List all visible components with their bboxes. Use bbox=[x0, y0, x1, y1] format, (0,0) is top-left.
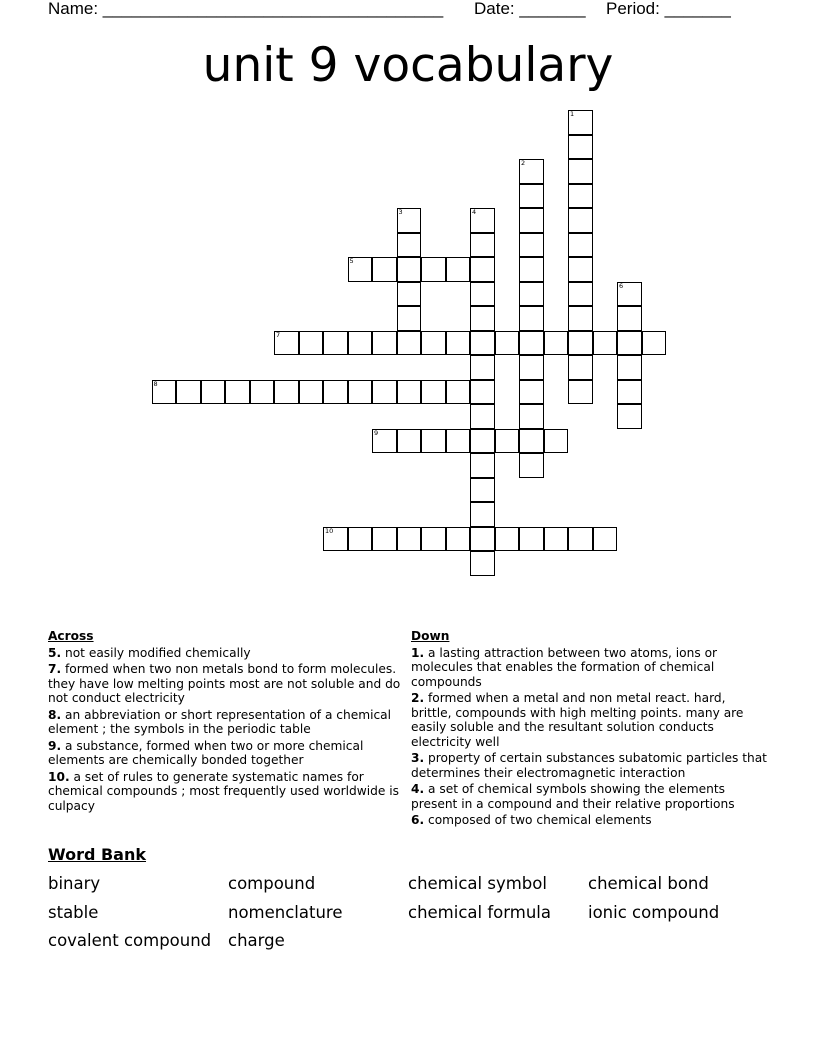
crossword-cell[interactable] bbox=[397, 208, 422, 233]
clue-number: 4 bbox=[472, 208, 477, 216]
across-clue: 9. a substance, formed when two or more chemical elements are chemically bonded together bbox=[48, 738, 364, 767]
word-bank-item: chemical symbol bbox=[408, 874, 547, 893]
crossword-cell[interactable] bbox=[250, 380, 275, 405]
clue-number: 7 bbox=[276, 330, 281, 339]
crossword-cell[interactable] bbox=[446, 527, 471, 552]
crossword-cell[interactable] bbox=[446, 331, 471, 356]
word-bank-item: chemical bond bbox=[588, 874, 709, 893]
crossword-cell[interactable] bbox=[568, 282, 593, 307]
word-bank-item: ionic compound bbox=[588, 903, 720, 922]
crossword-cell[interactable] bbox=[593, 527, 618, 552]
crossword-cell[interactable] bbox=[397, 233, 422, 258]
crossword-cell[interactable] bbox=[152, 380, 177, 405]
crossword-cell[interactable] bbox=[421, 527, 446, 552]
across-clue: 8. an abbreviation or short representation of a chemical element ; the symbols in the periodic table bbox=[48, 707, 392, 736]
crossword-cell[interactable] bbox=[372, 429, 397, 454]
crossword-cell[interactable] bbox=[519, 233, 544, 258]
date-field-label: Date: _______ bbox=[474, 0, 586, 18]
crossword-cell[interactable] bbox=[642, 331, 667, 356]
crossword-cell[interactable] bbox=[495, 527, 520, 552]
crossword-cell[interactable] bbox=[519, 527, 544, 552]
crossword-cell[interactable] bbox=[372, 380, 397, 405]
down-clue: 1. a lasting attraction between two atoms, ions or molecules that enables the formation of chemical compounds bbox=[411, 645, 718, 689]
page-title: unit 9 vocabulary bbox=[202, 38, 614, 93]
crossword-cell[interactable] bbox=[323, 331, 348, 356]
crossword-cell[interactable] bbox=[470, 208, 495, 233]
down-clue: 3. property of certain substances subatomic particles that determines their electromagnetic interaction bbox=[411, 751, 767, 780]
crossword-cell[interactable] bbox=[544, 429, 569, 454]
crossword-cell[interactable] bbox=[617, 331, 642, 356]
crossword-cell[interactable] bbox=[470, 527, 495, 552]
crossword-cell[interactable] bbox=[176, 380, 201, 405]
crossword-cell[interactable] bbox=[397, 257, 422, 282]
crossword-cell[interactable] bbox=[397, 331, 422, 356]
crossword-cell[interactable] bbox=[617, 355, 642, 380]
crossword-cell[interactable] bbox=[470, 380, 495, 405]
crossword-cell[interactable] bbox=[617, 282, 642, 307]
crossword-cell[interactable] bbox=[568, 110, 593, 135]
crossword-cell[interactable] bbox=[593, 331, 618, 356]
crossword-cell[interactable] bbox=[568, 159, 593, 184]
clue-number: 8 bbox=[153, 379, 158, 388]
crossword-cell[interactable] bbox=[568, 135, 593, 160]
crossword-cell[interactable] bbox=[617, 404, 642, 429]
word-bank-item: nomenclature bbox=[228, 903, 343, 922]
down-clues bbox=[411, 629, 767, 830]
across-clues bbox=[48, 629, 404, 815]
crossword-cell[interactable] bbox=[470, 257, 495, 282]
crossword-cell[interactable] bbox=[568, 527, 593, 552]
crossword-cell[interactable] bbox=[470, 282, 495, 307]
crossword-cell[interactable] bbox=[495, 331, 520, 356]
clue-number: 3 bbox=[398, 208, 403, 216]
crossword-cell[interactable] bbox=[348, 257, 373, 282]
crossword-cell[interactable] bbox=[519, 257, 544, 282]
crossword-cell[interactable] bbox=[470, 404, 495, 429]
crossword-cell[interactable] bbox=[470, 233, 495, 258]
word-bank-item: compound bbox=[228, 874, 316, 893]
crossword-cell[interactable] bbox=[568, 257, 593, 282]
word-bank-title: Word Bank bbox=[48, 845, 147, 864]
crossword-cell[interactable] bbox=[470, 551, 495, 576]
crossword-cell[interactable] bbox=[544, 527, 569, 552]
crossword-cell[interactable] bbox=[568, 380, 593, 405]
across-heading: Across bbox=[48, 629, 94, 643]
crossword-cell[interactable] bbox=[421, 257, 446, 282]
clue-number: 10 bbox=[325, 526, 334, 535]
crossword-cell[interactable] bbox=[568, 233, 593, 258]
crossword-cell[interactable] bbox=[446, 380, 471, 405]
clue-number: 9 bbox=[374, 428, 379, 437]
word-bank-item: stable bbox=[48, 903, 99, 922]
word-bank-item: chemical formula bbox=[408, 903, 551, 922]
crossword-cell[interactable] bbox=[225, 380, 250, 405]
crossword-cell[interactable] bbox=[470, 478, 495, 503]
crossword-cell[interactable] bbox=[519, 429, 544, 454]
crossword-cell[interactable] bbox=[299, 380, 324, 405]
down-clue: 2. formed when a metal and non metal react. hard, brittle, compounds with high melting points. many are easily soluble and the resultant solution conducts electricity well bbox=[411, 691, 744, 749]
crossword-cell[interactable] bbox=[274, 380, 299, 405]
word-bank-item: binary bbox=[48, 874, 101, 893]
word-bank-item: covalent compound bbox=[48, 931, 212, 950]
crossword-cell[interactable] bbox=[421, 331, 446, 356]
crossword-cell[interactable] bbox=[470, 429, 495, 454]
crossword-cell[interactable] bbox=[568, 306, 593, 331]
crossword-cell[interactable] bbox=[323, 527, 348, 552]
crossword-cell[interactable] bbox=[470, 306, 495, 331]
crossword-cell[interactable] bbox=[397, 380, 422, 405]
down-heading: Down bbox=[411, 629, 450, 643]
crossword-cell[interactable] bbox=[519, 306, 544, 331]
crossword-cell[interactable] bbox=[397, 527, 422, 552]
crossword-cell[interactable] bbox=[519, 404, 544, 429]
crossword-cell[interactable] bbox=[617, 306, 642, 331]
crossword-cell[interactable] bbox=[397, 306, 422, 331]
crossword-cell[interactable] bbox=[421, 429, 446, 454]
crossword-cell[interactable] bbox=[470, 355, 495, 380]
crossword-cell[interactable] bbox=[568, 355, 593, 380]
crossword-cell[interactable] bbox=[348, 331, 373, 356]
crossword-cell[interactable] bbox=[495, 429, 520, 454]
crossword-cell[interactable] bbox=[544, 331, 569, 356]
crossword-cell[interactable] bbox=[421, 380, 446, 405]
crossword-cell[interactable] bbox=[372, 331, 397, 356]
word-bank-item: charge bbox=[228, 931, 285, 950]
across-clue: 5. not easily modified chemically bbox=[48, 645, 251, 660]
crossword-cell[interactable] bbox=[470, 502, 495, 527]
down-clue: 6. composed of two chemical elements bbox=[411, 813, 652, 827]
clue-number: 5 bbox=[349, 257, 354, 265]
crossword-cell[interactable] bbox=[568, 184, 593, 209]
crossword-cell[interactable] bbox=[519, 380, 544, 405]
crossword-cell[interactable] bbox=[519, 282, 544, 307]
crossword-cell[interactable] bbox=[397, 282, 422, 307]
crossword-cell[interactable] bbox=[519, 331, 544, 356]
crossword-cell[interactable] bbox=[372, 257, 397, 282]
crossword-cell[interactable] bbox=[519, 184, 544, 209]
crossword-cell[interactable] bbox=[299, 331, 324, 356]
crossword-cell[interactable] bbox=[617, 380, 642, 405]
across-clue: 7. formed when two non metals bond to form molecules. they have low melting points most are not soluble and do not conduct electricity bbox=[48, 662, 401, 705]
crossword-cell[interactable] bbox=[519, 208, 544, 233]
crossword-cell[interactable] bbox=[519, 355, 544, 380]
period-field-label: Period: _______ bbox=[606, 0, 731, 18]
crossword-cell[interactable] bbox=[470, 453, 495, 478]
name-field-label: Name: ____________________________________ bbox=[48, 0, 444, 18]
clue-number: 1 bbox=[570, 110, 575, 118]
crossword-cell[interactable] bbox=[446, 429, 471, 454]
crossword-cell[interactable] bbox=[568, 331, 593, 356]
crossword-cell[interactable] bbox=[519, 453, 544, 478]
across-clue: 10. a set of rules to generate systematic names for chemical compounds ; most frequently used worldwide is culpacy bbox=[48, 769, 399, 813]
crossword-cell[interactable] bbox=[372, 527, 397, 552]
crossword-cell[interactable] bbox=[274, 331, 299, 356]
down-clue: 4. a set of chemical symbols showing the elements present in a compound and their relative proportions bbox=[411, 782, 735, 811]
crossword-cell[interactable] bbox=[446, 257, 471, 282]
crossword-cell[interactable] bbox=[470, 331, 495, 356]
crossword-cell[interactable] bbox=[397, 429, 422, 454]
clue-number: 6 bbox=[619, 281, 624, 290]
crossword-cell[interactable] bbox=[519, 159, 544, 184]
crossword-cell[interactable] bbox=[568, 208, 593, 233]
crossword-cell[interactable] bbox=[201, 380, 226, 405]
crossword-cell[interactable] bbox=[348, 380, 373, 405]
crossword-cell[interactable] bbox=[323, 380, 348, 405]
clue-number: 2 bbox=[521, 159, 526, 167]
crossword-cell[interactable] bbox=[348, 527, 373, 552]
